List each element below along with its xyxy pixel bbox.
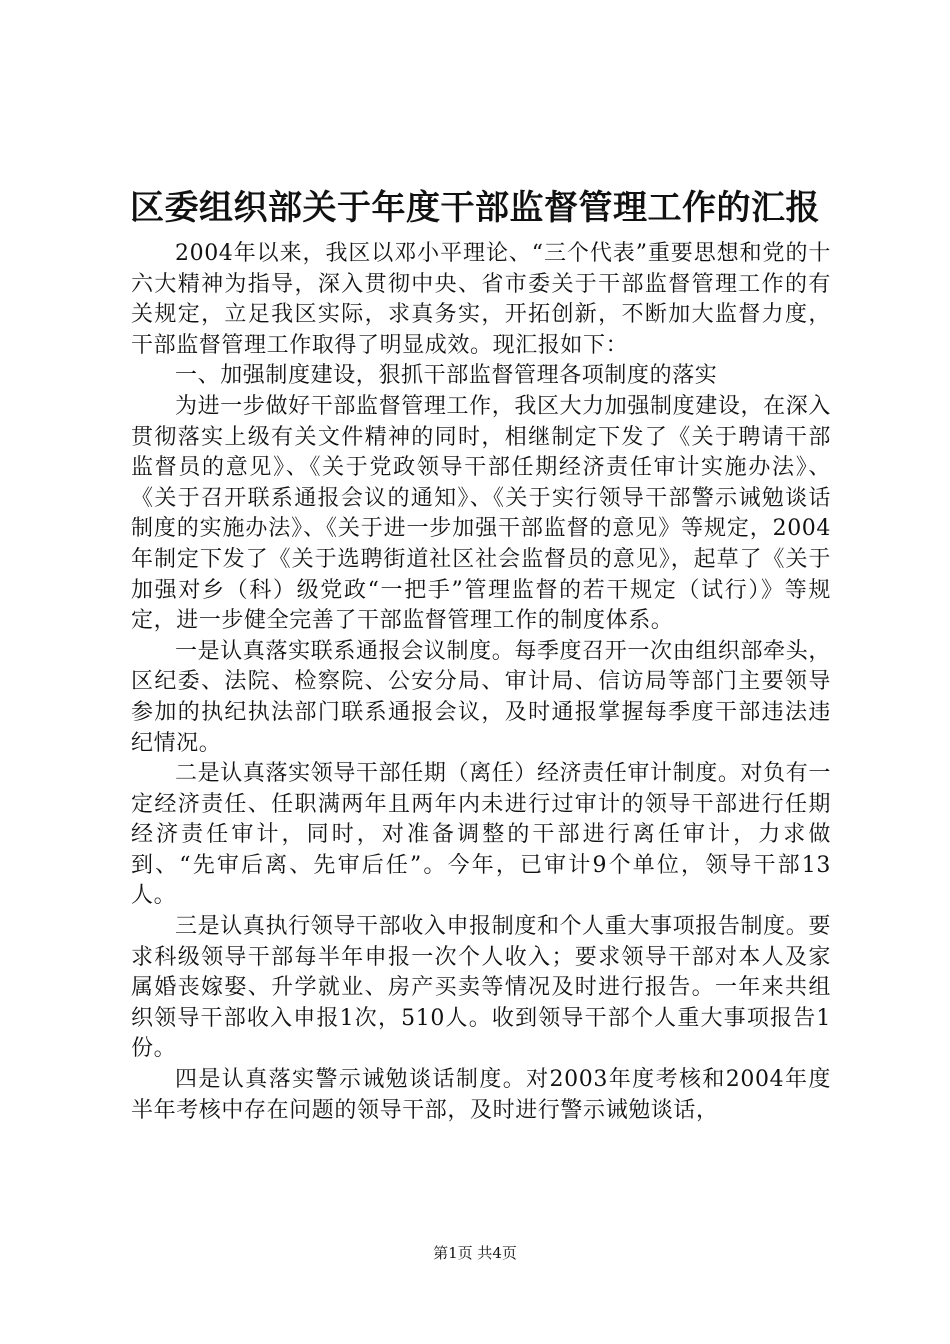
- paragraph-system-building: 为进一步做好干部监督管理工作，我区大力加强制度建设，在深入贯彻落实上级有关文件精神的同时，相继制定下发了《关于聘请干部监督员的意见》、《关于党政领导干部任期经济责任审计实施办法》、《关于召开联系通报会议的通知》、《关于实行领导干部警示诫勉谈话制度的实施办法》、《关于进一步加强干部监督的意见》等规定，2004年制定下发了《关于选聘街道社区社会监督员的意见》，起草了《关于加强对乡（科）级党政“一把手”管理监督的若干规定（试行）》等规定，进一步健全完善了干部监督管理工作的制度体系。: [131, 393, 831, 634]
- paragraph-item-3: 三是认真执行领导干部收入申报制度和个人重大事项报告制度。要求科级领导干部每半年申报一次个人收入；要求领导干部对本人及家属婚丧嫁娶、升学就业、房产买卖等情况及时进行报告。一年来共组织领导干部收入申报1次，510人。收到领导干部个人重大事项报告1份。: [131, 914, 831, 1062]
- paragraph-item-2: 二是认真落实领导干部任期（离任）经济责任审计制度。对负有一定经济责任、任职满两年且两年内未进行过审计的领导干部进行任期经济责任审计，同时，对准备调整的干部进行离任审计，力求做到、“先审后离、先审后任”。今年，已审计9个单位，领导干部13人。: [131, 761, 831, 909]
- page-number-footer: 第1页 共4页: [433, 1244, 517, 1262]
- section-heading-1: 一、加强制度建设，狠抓干部监督管理各项制度的落实: [175, 363, 718, 389]
- document-body: [131, 239, 831, 1126]
- paragraph-item-1: 一是认真落实联系通报会议制度。每季度召开一次由组织部牵头，区纪委、法院、检察院、公安分局、审计局、信访局等部门主要领导参加的执纪执法部门联系通报会议，及时通报掌握每季度干部违法违纪情况。: [131, 638, 831, 756]
- paragraph-intro: 2004年以来，我区以邓小平理论、“三个代表”重要思想和党的十六大精神为指导，深入贯彻中央、省市委关于干部监督管理工作的有关规定，立足我区实际，求真务实，开拓创新，不断加大监督力度，干部监督管理工作取得了明显成效。现汇报如下：: [131, 241, 831, 358]
- document-title: 区委组织部关于年度干部监督管理工作的汇报: [130, 188, 820, 228]
- paragraph-item-4: 四是认真落实警示诫勉谈话制度。对2003年度考核和2004年度半年考核中存在问题的领导干部，及时进行警示诫勉谈话，: [131, 1067, 831, 1123]
